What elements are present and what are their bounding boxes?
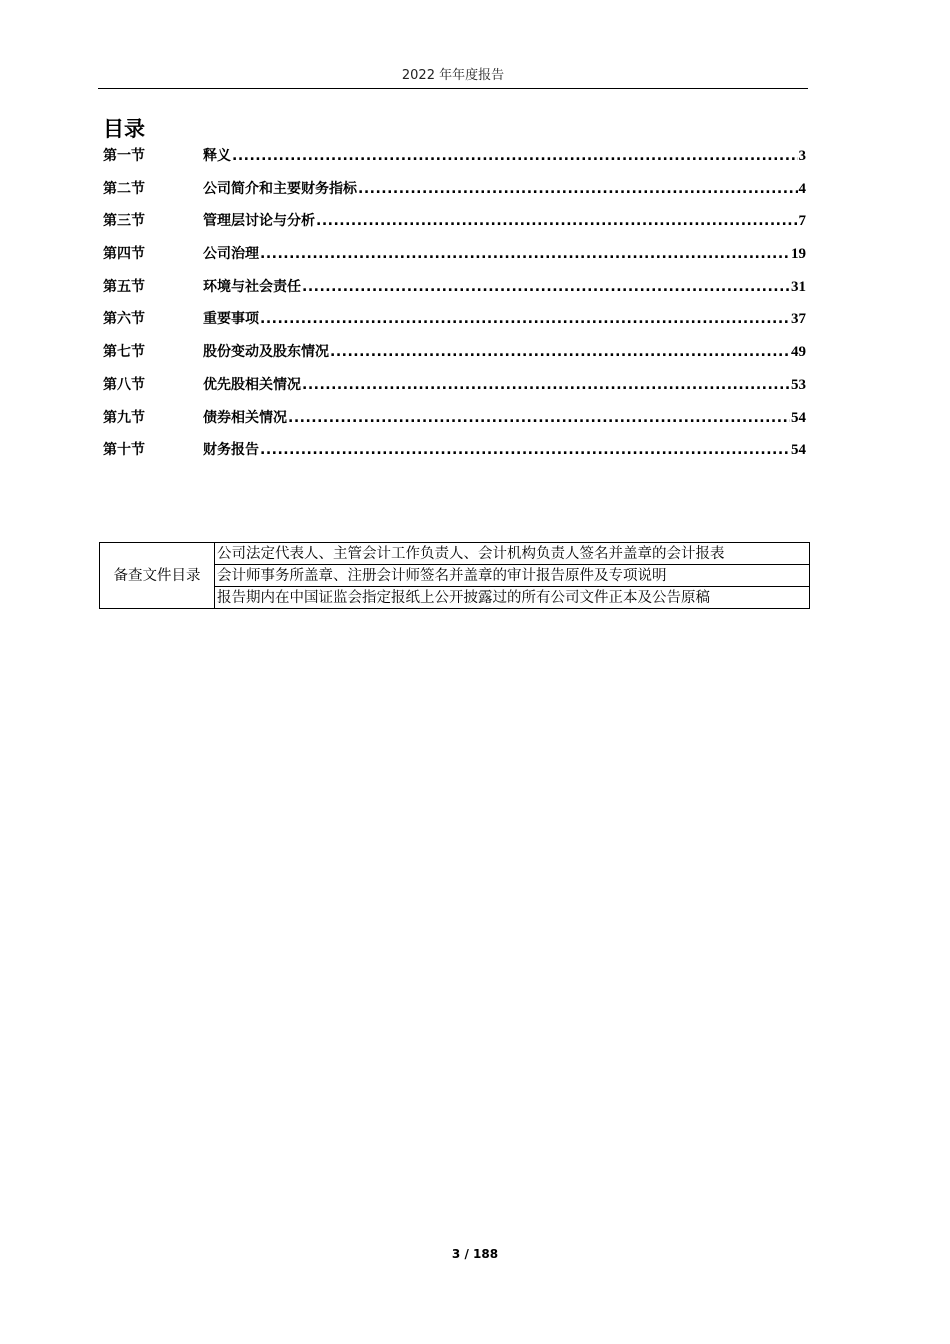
toc-leader-dots [316,207,798,235]
toc-leader-dots [260,240,790,268]
table-of-contents [103,142,806,469]
toc-item-6[interactable] [103,305,806,338]
toc-section-number: 第五节 [103,278,145,295]
toc-page-number: 3 [798,148,806,164]
toc-page-number: 19 [791,246,806,263]
toc-section-number: 第七节 [103,344,145,361]
toc-section-label: 重要事项 [203,311,259,328]
page-header [98,66,808,89]
reference-doc-item: 公司法定代表人、主管会计工作负责人、会计机构负责人签名并盖章的会计报表 [215,543,810,565]
toc-section-label: 管理层讨论与分析 [203,213,315,230]
toc-section-number: 第九节 [103,409,145,426]
toc-leader-dots [260,436,790,464]
toc-item-4[interactable] [103,240,806,273]
toc-item-5[interactable] [103,273,806,306]
toc-title: 目录 [103,117,145,141]
toc-page-number: 49 [791,344,806,361]
toc-section-label: 股份变动及股东情况 [203,344,329,361]
toc-page-number: 53 [791,376,806,393]
reference-doc-item: 报告期内在中国证监会指定报纸上公开披露过的所有公司文件正本及公告原稿 [215,587,810,609]
toc-page-number: 7 [798,213,806,230]
toc-item-9[interactable] [103,404,806,437]
toc-section-number: 第六节 [103,311,145,328]
toc-section-label: 释义 [203,148,231,164]
toc-page-number: 31 [791,278,806,295]
toc-page-number: 37 [791,311,806,328]
toc-section-label: 优先股相关情况 [203,376,301,393]
toc-page-number: 4 [798,180,806,197]
toc-leader-dots [358,175,798,203]
report-title: 2022 年年度报告 [401,68,505,83]
reference-documents-table [99,542,810,609]
toc-section-number: 第一节 [103,148,145,164]
toc-item-7[interactable] [103,338,806,371]
reference-docs-label: 备查文件目录 [100,543,215,609]
toc-section-number: 第二节 [103,180,145,197]
toc-leader-dots [302,371,790,399]
toc-page-number: 54 [791,409,806,426]
toc-section-number: 第三节 [103,213,145,230]
toc-section-number: 第十节 [103,442,145,459]
toc-leader-dots [302,273,790,301]
toc-section-label: 债券相关情况 [203,409,287,426]
toc-section-number: 第四节 [103,246,145,263]
toc-page-number: 54 [791,442,806,459]
toc-leader-dots [260,305,790,333]
toc-section-label: 财务报告 [203,442,259,459]
toc-item-3[interactable] [103,207,806,240]
toc-section-label: 公司简介和主要财务指标 [203,180,357,197]
toc-section-label: 公司治理 [203,246,259,263]
toc-section-number: 第八节 [103,376,145,393]
page-indicator: 3 / 188 [451,1247,499,1261]
toc-leader-dots [232,142,798,170]
toc-item-8[interactable] [103,371,806,404]
page-footer [0,1247,950,1261]
toc-item-1[interactable] [103,142,806,175]
reference-doc-item: 会计师事务所盖章、注册会计师签名并盖章的审计报告原件及专项说明 [215,565,810,587]
toc-item-10[interactable] [103,436,806,469]
table-row [100,543,810,565]
toc-section-label: 环境与社会责任 [203,278,301,295]
toc-item-2[interactable] [103,175,806,208]
toc-leader-dots [288,404,790,432]
toc-leader-dots [330,338,790,366]
